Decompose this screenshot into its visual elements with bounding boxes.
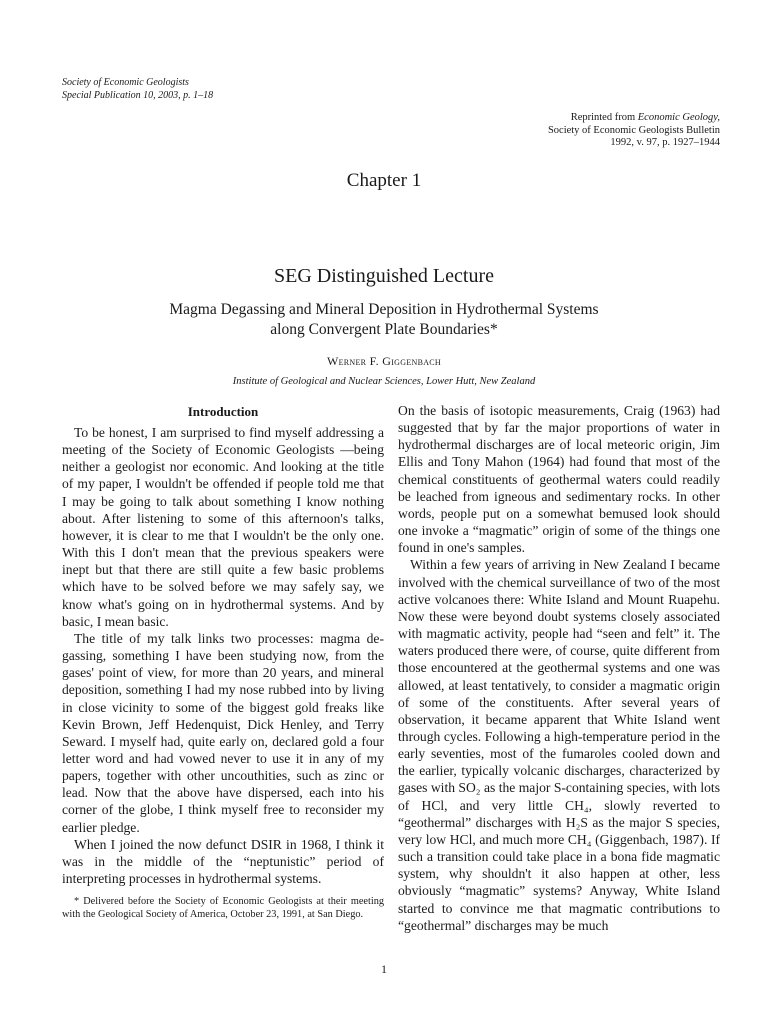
footnote-text: * Delivered before the Society of Economic Geologists at their meeting with the Geological Society of America, October 23, 1991, at San Diego. (62, 896, 384, 920)
publication-line-1: Society of Economic Geologists (62, 77, 189, 88)
paper-subtitle (80, 300, 688, 340)
footnote (62, 896, 384, 921)
paragraph: The title of my talk links two processes: magma degassing, something I have been studying now, from the gases' point of view, for more than 20 years, and mineral deposition, something I had my nose rubbed into by living in close vicinity to some of the biggest gold freaks like Kevin Brown, Jeff Hedenquist, Dick Henley, and Terry Seward. I myself had, quite early on, declared gold a four letter word and had vowed never to use it in any of my papers, together with other uncouthities, such as zinc or lead. Now that the above have dispersed, each into his corner of the globe, I think myself free to reconsider my earlier pledge. (62, 630, 384, 835)
lecture-title: SEG Distinguished Lecture (274, 265, 494, 287)
reprint-line-1 (548, 112, 720, 125)
paragraph: When I joined the now defunct DSIR in 1968, I think it was in the middle of the “neptunistic” period of interpreting processes in hydrothermal systems. (62, 836, 384, 887)
right-column (398, 402, 720, 934)
paragraph: To be honest, I am surprised to find myself addressing a meeting of the Society of Economic Geologists —being neither a geologist nor economic. And looking at the title of my paper, I wouldn't be offended if people told me that I may be going to talk about something I know nothing about. After listening to some of this afternoon's talks, however, it is clear to me that I wouldn't be the only one. With this I don't mean that the previous speakers were inept but that there are still quite a few basic problems which have to be solved before we may safely say, we know what's going on in hydrothermal systems. And by basic, I mean basic. (62, 425, 384, 629)
reprint-journal: Economic Geology, (637, 112, 720, 123)
author-name: Werner F. Giggenbach (326, 354, 442, 368)
reprint-line-2: Society of Economic Geologists Bulletin (547, 124, 720, 136)
subtitle-line-1: Magma Degassing and Mineral Deposition in Hydrothermal Systems (169, 301, 599, 318)
reprint-prefix: Reprinted from (570, 112, 638, 123)
paragraph: On the basis of isotopic measurements, Craig (1963) had suggested that by far the major proportions of water in hydrothermal discharges are of local meteoric origin, Jim Ellis and Tony Mahon (1964) had found that most of the chemical constituents of geothermal waters could readily be leached from igneous and sedimentary rocks. In other words, people put on a somewhat bemused look should one invoke a “magmatic” origin of some of the things one found in one's samples. (398, 403, 720, 556)
left-column (62, 424, 384, 887)
chapter-heading: Chapter 1 (346, 170, 422, 191)
author-affiliation: Institute of Geological and Nuclear Sciences, Lower Hutt, New Zealand (232, 376, 536, 387)
reprint-line-3: 1992, v. 97, p. 1927–1944 (610, 137, 720, 148)
paragraph: Within a few years of arriving in New Zealand I became involved with the chemical surveillance of two of the most active volcanoes there: White Island and Mount Ruapehu. Now these were beyond doubt systems closely associated with magmatic activity, people had “seen and felt” it. The waters produced there were, of course, quite different from those encountered at the geothermal systems and one was allowed, at least tentatively, to consider a magmatic origin of some of the constituents. After several years of observation, it became apparent that White Island went through cycles. Following a high-temperature period in the early seventies, most of the fumaroles cooled down and the earlier, typically volcanic discharges, characterized by gases with SO₂ as the major S-containing species, with lots of HCl, and very little CH₄, slowly reverted to “geothermal” discharges with H₂S as the major S species, very low HCl, and much more CH₄ (Giggenbach, 1987). If such a transition could take place in a bona fide magmatic system, why shouldn't it also happen at other, less obviously “magmatic” systems? Anyway, White Island started to convince me that magmatic contributions to “geothermal” discharges may be much (398, 557, 720, 933)
publication-info (62, 77, 213, 102)
publication-line-2: Special Publication 10, 2003, p. 1–18 (62, 89, 214, 101)
subtitle-line-2: along Convergent Plate Boundaries* (270, 321, 498, 338)
section-heading-introduction: Introduction (187, 404, 259, 419)
reprint-info (548, 112, 720, 150)
page-number: 1 (381, 962, 387, 976)
